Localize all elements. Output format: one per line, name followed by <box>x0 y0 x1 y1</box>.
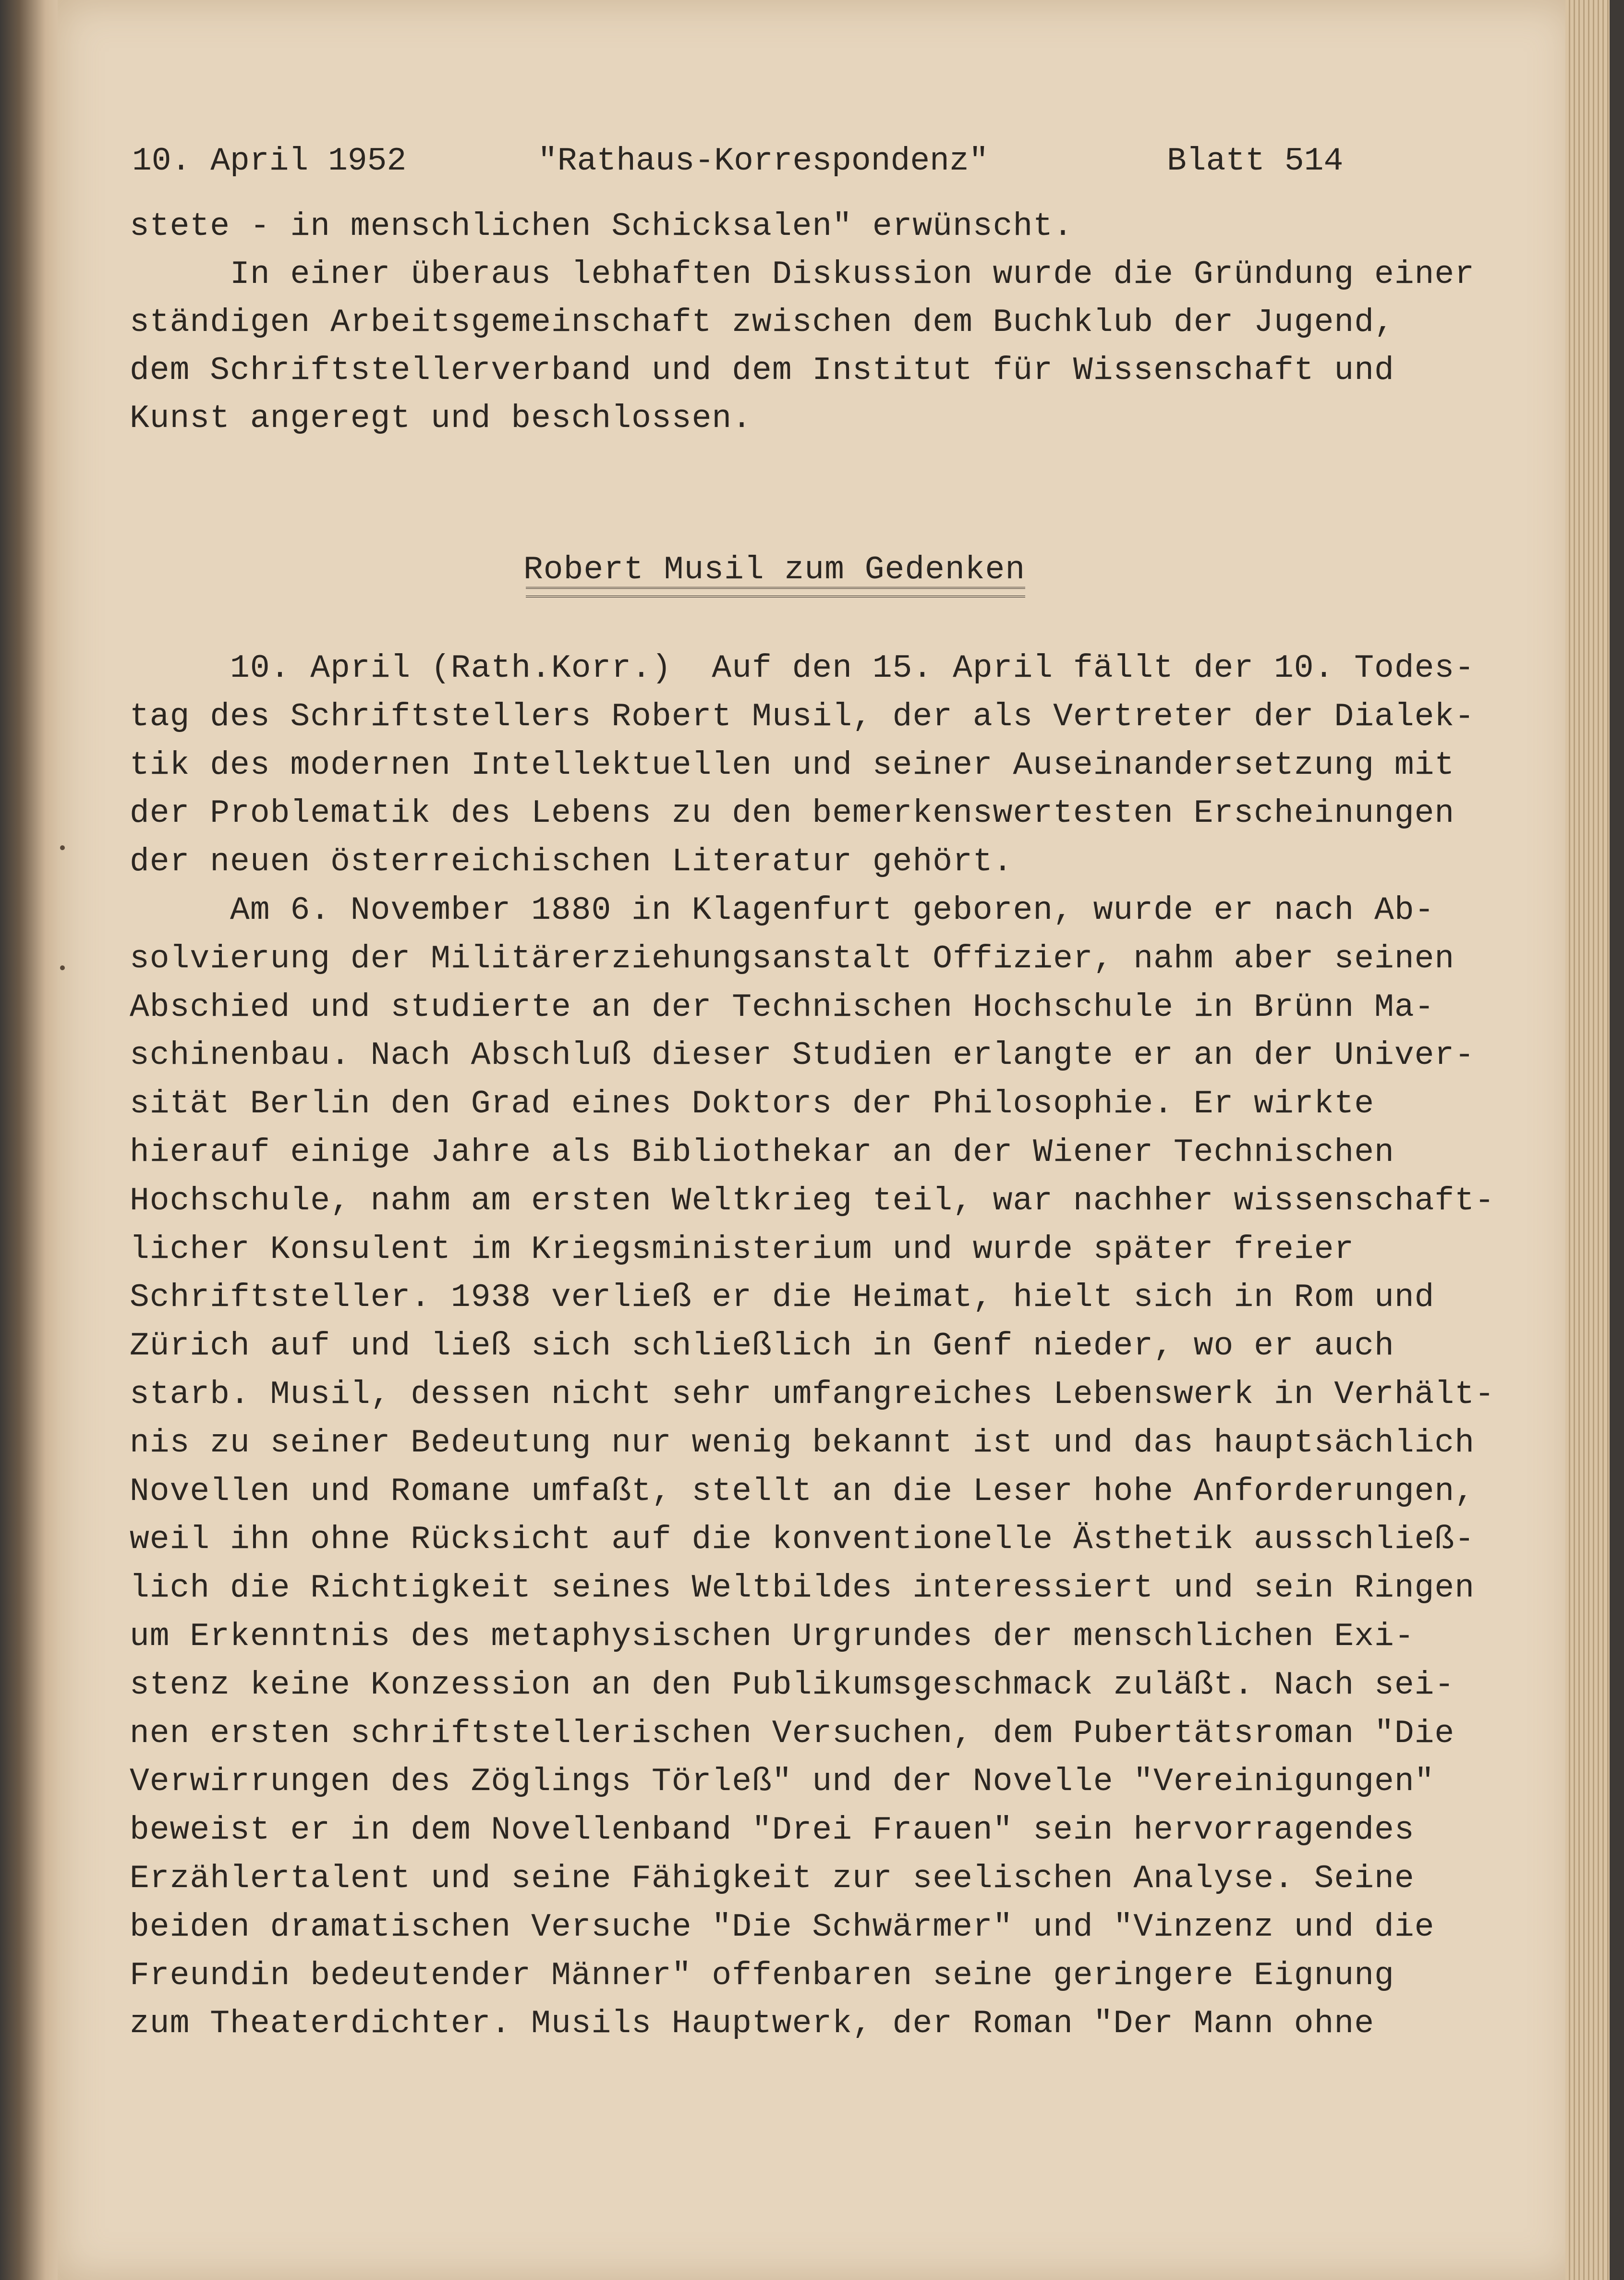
header-sheet-number: Blatt 514 <box>1167 143 1344 180</box>
text-line: In einer überaus lebhaften Diskussion wurde die Gründung einer <box>130 256 1475 293</box>
text-line: Hochschule, nahm am ersten Weltkrieg teil, war nachher wissenschaft- <box>130 1183 1495 1219</box>
text-line: hierauf einige Jahre als Bibliothekar an der Wiener Technischen <box>130 1134 1394 1171</box>
header-date: 10. April 1952 <box>132 143 407 180</box>
text-line: ständigen Arbeitsgemeinschaft zwischen dem Buchklub der Jugend, <box>130 304 1394 341</box>
text-line: tik des modernen Intellektuellen und seiner Auseinandersetzung mit <box>130 747 1455 784</box>
text-line: nis zu seiner Bedeutung nur wenig bekannt ist und das hauptsächlich <box>130 1425 1475 1462</box>
text-line: Kunst angeregt und beschlossen. <box>130 400 752 437</box>
text-line: Schriftsteller. 1938 verließ er die Heimat, hielt sich in Rom und <box>130 1279 1435 1316</box>
text-line: sität Berlin den Grad eines Doktors der Philosophie. Er wirkte <box>130 1085 1375 1122</box>
text-line: der Problematik des Lebens zu den bemerkenswertesten Erscheinungen <box>130 795 1455 832</box>
text-line: beweist er in dem Novellenband "Drei Frauen" sein hervorragendes <box>130 1812 1415 1849</box>
text-line: Am 6. November 1880 in Klagenfurt geboren, wurde er nach Ab- <box>130 892 1435 929</box>
text-line: stete - in menschlichen Schicksalen" erwünscht. <box>130 208 1073 245</box>
text-line: nen ersten schriftstellerischen Versuchen, dem Pubertätsroman "Die <box>130 1715 1455 1752</box>
punch-mark <box>60 965 65 970</box>
text-line: dem Schriftstellerverband und dem Institut für Wissenschaft und <box>130 352 1394 389</box>
text-line: Novellen und Romane umfaßt, stellt an die Leser hohe Anforderungen, <box>130 1473 1475 1510</box>
text-line: solvierung der Militärerziehungsanstalt Offizier, nahm aber seinen <box>130 940 1455 977</box>
text-line: der neuen österreichischen Literatur gehört. <box>130 843 1013 880</box>
text-line: starb. Musil, dessen nicht sehr umfangreiches Lebenswerk in Verhält- <box>130 1376 1495 1413</box>
text-line: um Erkenntnis des metaphysischen Urgrundes der menschlichen Exi- <box>130 1618 1415 1655</box>
text-line: beiden dramatischen Versuche "Die Schwärmer" und "Vinzenz und die <box>130 1909 1435 1946</box>
text-line: stenz keine Konzession an den Publikumsgeschmack zuläßt. Nach sei- <box>130 1667 1455 1704</box>
page-edges <box>1565 0 1624 2280</box>
text-line: lich die Richtigkeit seines Weltbildes interessiert und sein Ringen <box>130 1570 1475 1607</box>
section-title: Robert Musil zum Gedenken <box>523 551 1026 588</box>
book-gutter <box>0 0 67 2280</box>
text-line: weil ihn ohne Rücksicht auf die konventionelle Ästhetik ausschließ- <box>130 1521 1475 1558</box>
text-line: Erzählertalent und seine Fähigkeit zur seelischen Analyse. Seine <box>130 1860 1415 1897</box>
text-line: 10. April (Rath.Korr.) Auf den 15. April fällt der 10. Todes- <box>130 650 1475 687</box>
text-line: Freundin bedeutender Männer" offenbaren seine geringere Eignung <box>130 1957 1394 1994</box>
text-line: zum Theaterdichter. Musils Hauptwerk, der Roman "Der Mann ohne <box>130 2005 1375 2042</box>
text-line: tag des Schriftstellers Robert Musil, der als Vertreter der Dialek- <box>130 698 1475 735</box>
punch-mark <box>60 845 65 850</box>
text-line: Abschied und studierte an der Technischen Hochschule in Brünn Ma- <box>130 989 1435 1026</box>
header-publication: "Rathaus-Korrespondenz" <box>538 143 989 180</box>
text-line: licher Konsulent im Kriegsministerium und wurde später freier <box>130 1231 1355 1268</box>
text-line: Zürich auf und ließ sich schließlich in Genf nieder, wo er auch <box>130 1328 1394 1365</box>
title-underline <box>526 587 1025 597</box>
text-line: Verwirrungen des Zöglings Törleß" und der Novelle "Vereinigungen" <box>130 1763 1435 1800</box>
text-line: schinenbau. Nach Abschluß dieser Studien erlangte er an der Univer- <box>130 1037 1475 1074</box>
